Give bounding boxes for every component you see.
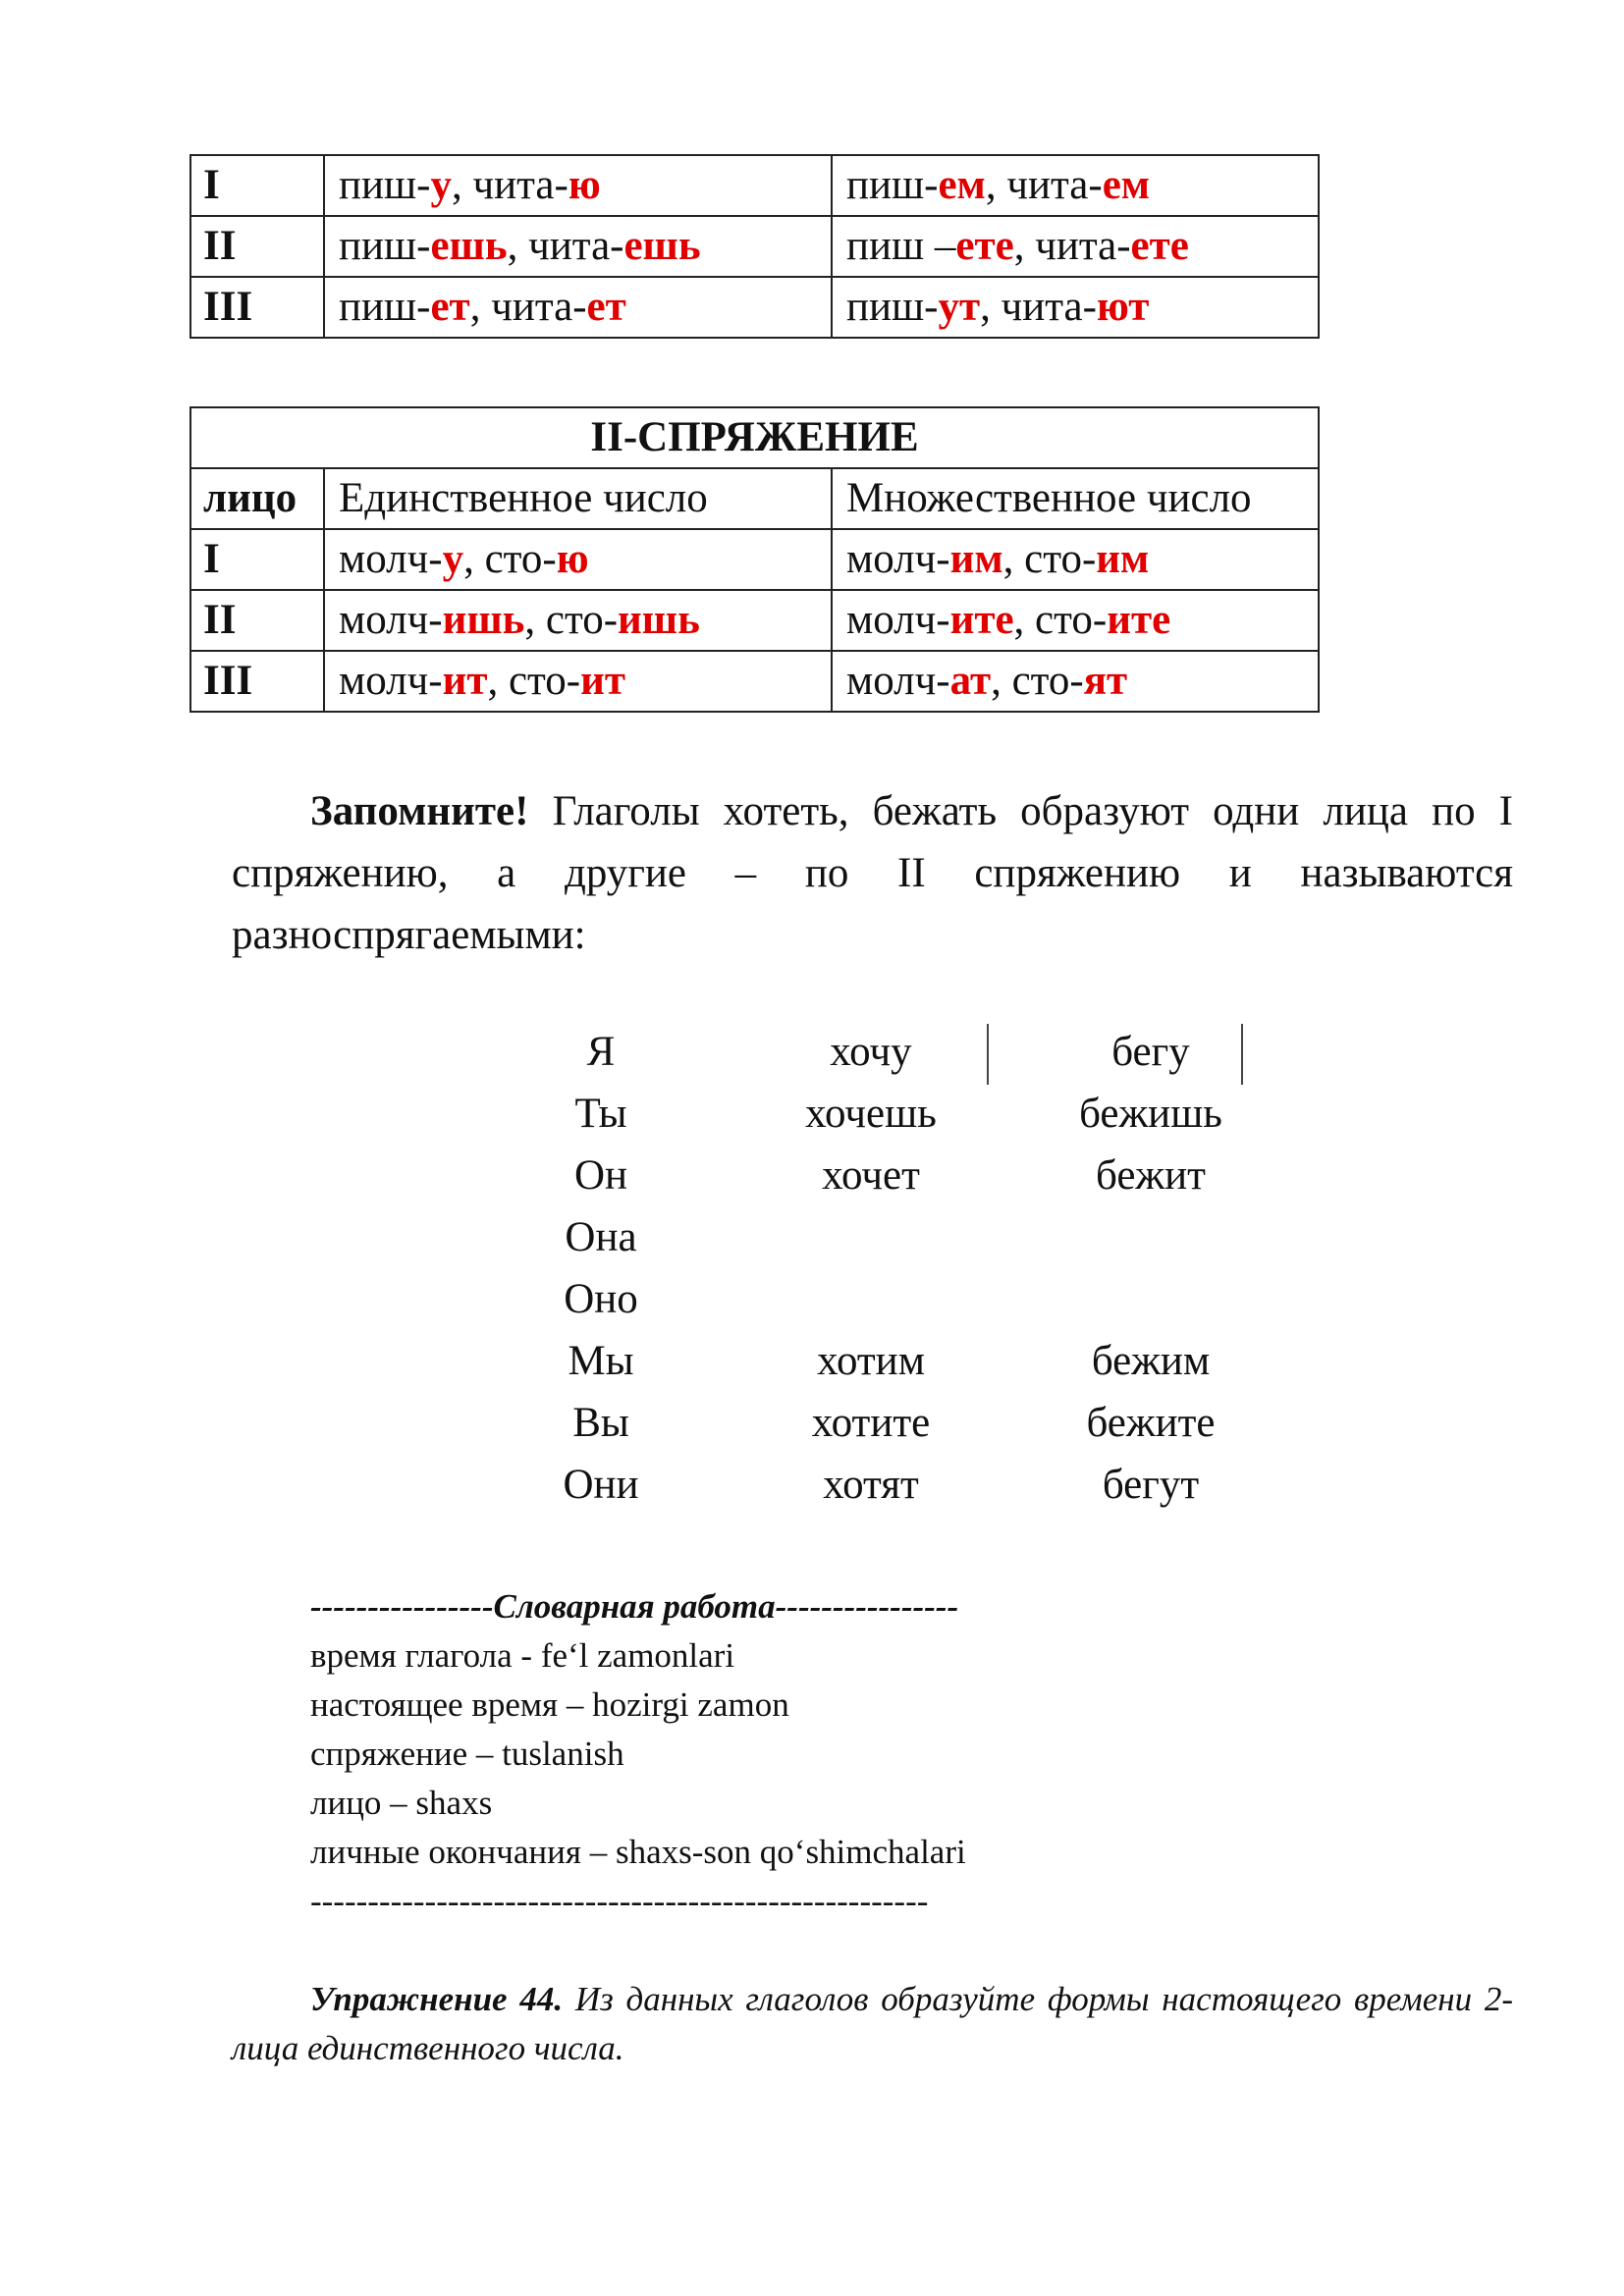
vocabulary-header: ----------------Словарная работа----------------	[310, 1587, 959, 1626]
table-row	[190, 651, 1319, 712]
ending-highlight: ем	[1102, 162, 1151, 209]
table-title-row	[190, 407, 1319, 468]
verb-bezhat-form: бегут	[1102, 1462, 1200, 1508]
separator-line	[987, 1024, 989, 1085]
pronoun: Они	[563, 1462, 639, 1508]
stem-text: пиш –	[846, 223, 956, 270]
ending-highlight: ит	[580, 658, 626, 705]
person-cell: III	[190, 277, 324, 338]
pronoun: Он	[573, 1152, 628, 1199]
pronoun: Вы	[572, 1400, 629, 1446]
table-title: II-СПРЯЖЕНИЕ	[190, 407, 1319, 468]
stem-text: молч-	[846, 658, 950, 705]
ending-highlight: ю	[568, 162, 601, 209]
table-header-row	[190, 468, 1319, 529]
ending-highlight: ет	[586, 284, 626, 331]
stem-text: пиш-	[846, 162, 939, 209]
stem-text: молч-	[339, 658, 443, 705]
stem-text: пиш-	[846, 284, 939, 331]
person-cell: II	[190, 590, 324, 651]
separator-line	[1241, 1024, 1243, 1085]
person-cell: II	[190, 216, 324, 277]
person-cell: I	[190, 529, 324, 590]
vocabulary-item: личные окончания – shaxs-son qo‘shimchalari	[310, 1833, 966, 1871]
stem-text: , чита-	[469, 284, 587, 331]
pronoun: Ты	[574, 1091, 627, 1137]
ending-highlight: ем	[938, 162, 986, 209]
table-row	[190, 155, 1319, 216]
pronoun: Мы	[568, 1338, 634, 1384]
ending-highlight: ют	[1096, 284, 1150, 331]
verb-bezhat-form: бежим	[1091, 1338, 1211, 1384]
plural-form-cell	[832, 590, 1319, 651]
verb-hotet-form: хотим	[817, 1338, 925, 1384]
stem-text: , чита-	[451, 162, 568, 209]
vocabulary-item: настоящее время – hozirgi zamon	[310, 1685, 789, 1724]
ending-highlight: ат	[949, 658, 992, 705]
stem-text: пиш-	[339, 284, 431, 331]
ending-highlight: ете	[1130, 223, 1189, 270]
stem-text: , сто-	[1013, 597, 1108, 644]
table-row	[190, 529, 1319, 590]
singular-form-cell	[324, 155, 832, 216]
ending-highlight: ят	[1083, 658, 1128, 705]
table-row	[190, 590, 1319, 651]
vocabulary-item: спряжение – tuslanish	[310, 1735, 624, 1773]
verb-hotet-form: хотите	[811, 1400, 931, 1446]
ending-highlight: ишь	[618, 597, 700, 644]
ending-highlight: ешь	[430, 223, 508, 270]
verb-hotet-form: хочет	[822, 1152, 920, 1199]
stem-text: , сто-	[991, 658, 1084, 705]
vocabulary-item: лицо – shaxs	[310, 1784, 493, 1822]
header-singular: Единственное число	[324, 468, 832, 529]
header-plural: Множественное число	[832, 468, 1319, 529]
stem-text: молч-	[846, 597, 950, 644]
remember-note	[232, 780, 1513, 966]
stem-text: , чита-	[507, 223, 624, 270]
singular-form-cell	[324, 651, 832, 712]
ending-highlight: ете	[955, 223, 1014, 270]
stem-text: молч-	[339, 536, 443, 583]
ending-highlight: ит	[442, 658, 488, 705]
remember-label: Запомните!	[310, 788, 529, 834]
plural-form-cell	[832, 277, 1319, 338]
stem-text: , чита-	[980, 284, 1097, 331]
ending-highlight: им	[949, 536, 1003, 583]
vocabulary-block	[310, 1582, 966, 1926]
exercise-44	[232, 1975, 1513, 2073]
person-cell: I	[190, 155, 324, 216]
exercise-label: Упражнение 44.	[310, 1980, 564, 2018]
verb-bezhat-form: бежите	[1086, 1400, 1216, 1446]
stem-text: молч-	[846, 536, 950, 583]
stem-text: , сто-	[463, 536, 557, 583]
table-row	[190, 216, 1319, 277]
verb-hotet-form: хотят	[823, 1462, 919, 1508]
verb-bezhat-form: бегу	[1111, 1029, 1190, 1075]
ending-highlight: ишь	[442, 597, 525, 644]
singular-form-cell	[324, 529, 832, 590]
person-cell: III	[190, 651, 324, 712]
verb-hotet-form: хочешь	[805, 1091, 937, 1137]
remember-text: Глаголы хотеть, бежать образуют одни лица по I спряжению, а другие – по II спряжению и называются разноспрягаемыми:	[232, 788, 1513, 958]
stem-text: , сто-	[1002, 536, 1097, 583]
vocabulary-footer: ------------------------------------------------------	[310, 1882, 929, 1920]
pronoun: Оно	[564, 1276, 638, 1322]
stem-text: пиш-	[339, 162, 431, 209]
stem-text: молч-	[339, 597, 443, 644]
stem-text: , сто-	[487, 658, 581, 705]
table-row	[190, 277, 1319, 338]
ending-highlight: у	[430, 162, 452, 209]
singular-form-cell	[324, 216, 832, 277]
ending-highlight: ите	[1107, 597, 1171, 644]
exercise-text: Из данных глаголов образуйте формы настоящего времени 2-лица единственного числа.	[232, 1980, 1513, 2067]
plural-form-cell	[832, 155, 1319, 216]
ending-highlight: им	[1096, 536, 1150, 583]
ending-highlight: ю	[556, 536, 589, 583]
plural-form-cell	[832, 651, 1319, 712]
stem-text: пиш-	[339, 223, 431, 270]
verb-bezhat-form: бежит	[1096, 1152, 1206, 1199]
header-person: лицо	[190, 468, 324, 529]
ending-highlight: ет	[430, 284, 470, 331]
stem-text: , чита-	[985, 162, 1103, 209]
vocabulary-item: время глагола - fe‘l zamonlari	[310, 1636, 735, 1675]
plural-form-cell	[832, 529, 1319, 590]
ending-highlight: ешь	[623, 223, 701, 270]
stem-text: , чита-	[1013, 223, 1131, 270]
singular-form-cell	[324, 277, 832, 338]
first-conjugation-table	[189, 154, 1320, 339]
second-conjugation-table	[189, 406, 1320, 713]
verb-hotet-form: хочу	[830, 1029, 912, 1075]
pronoun: Она	[565, 1214, 637, 1260]
ending-highlight: у	[442, 536, 464, 583]
plural-form-cell	[832, 216, 1319, 277]
ending-highlight: ите	[949, 597, 1014, 644]
pronoun: Я	[586, 1029, 616, 1075]
verb-bezhat-form: бежишь	[1079, 1091, 1222, 1137]
singular-form-cell	[324, 590, 832, 651]
ending-highlight: ут	[938, 284, 981, 331]
stem-text: , сто-	[524, 597, 619, 644]
